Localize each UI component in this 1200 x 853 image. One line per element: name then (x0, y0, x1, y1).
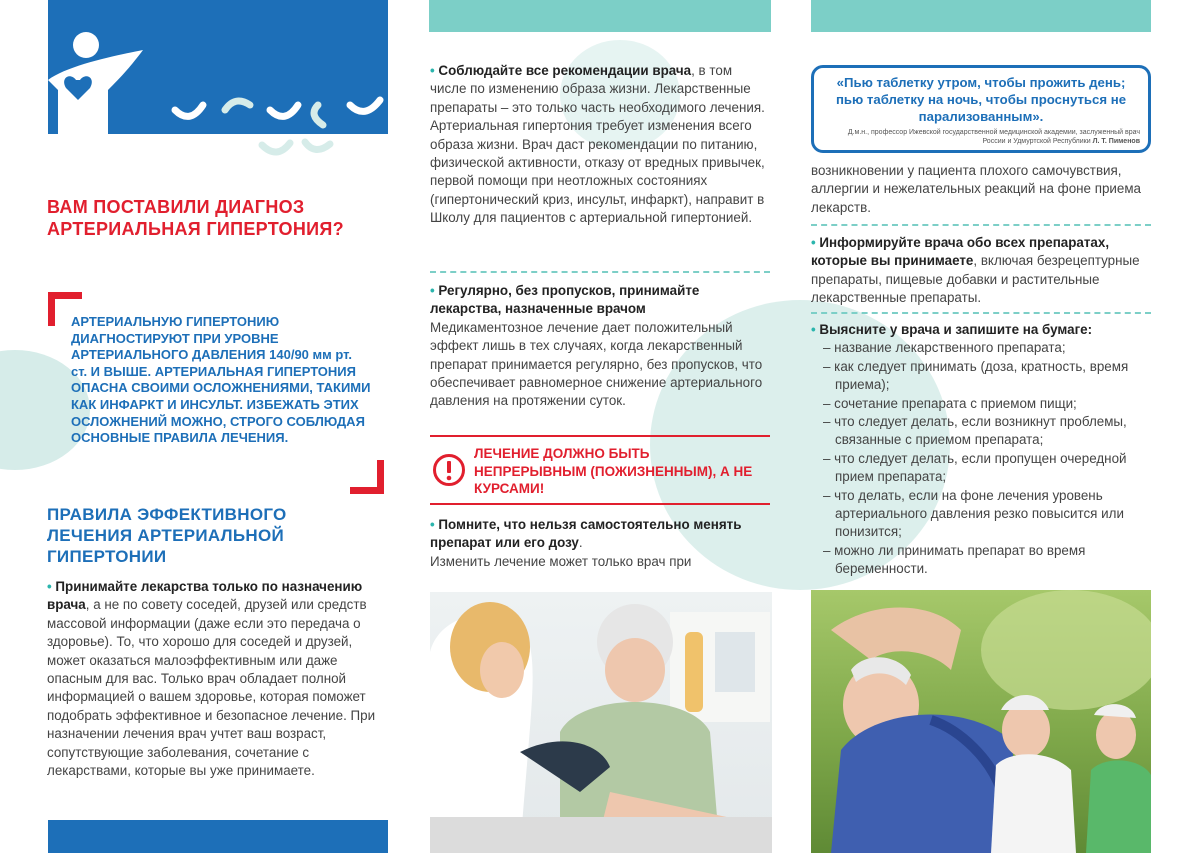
rule-3 (430, 282, 770, 411)
person-heart-logo-icon (48, 20, 148, 134)
list-item: – что следует делать, если пропущен очередной прием препарата; (823, 450, 1127, 485)
continued-text: возникновении у пациента плохого самочувствия, аллергии и нежелательных реакций на фоне приема лекарств. (811, 163, 1141, 215)
divider-1 (430, 271, 770, 273)
quote-box (811, 65, 1151, 153)
rule-6-bold: • Выясните у врача и запишите на бумаге: (811, 322, 1092, 337)
rules-title: ПРАВИЛА ЭФФЕКТИВНОГО ЛЕЧЕНИЯ АРТЕРИАЛЬНОЙ ГИПЕРТОНИИ (47, 505, 287, 566)
rule-1 (47, 578, 387, 780)
quote-text: «Пью таблетку утром, чтобы прожить день; пью таблетку на ночь, чтобы проснуться не парализованным». (835, 75, 1127, 124)
list-item: – название лекарственного препарата; (823, 340, 1066, 356)
rule-3-text: Медикаментозное лечение дает положительный эффект лишь в тех случаях, когда лекарственный препарат принимается регулярно, без пропусков, что обеспечивает равномерное снижение артериального давления на протяжении суток. (430, 319, 763, 409)
bracket-bottom-right (350, 460, 384, 494)
exclamation-icon (432, 453, 466, 487)
list-item: – сочетание препарата с приемом пищи; (823, 395, 1077, 411)
list-item: – как следует принимать (доза, кратность, время приема); (823, 358, 1129, 393)
photo-seniors-exercise-illustration (811, 590, 1151, 853)
footer-bar-left (48, 820, 388, 853)
teal-bar-right (811, 0, 1151, 32)
questions-list (821, 339, 1151, 578)
list-item: – что делать, если на фоне лечения уровень артериального давления резко повысится или понизится; (823, 487, 1124, 540)
rule-5 (811, 234, 1151, 308)
quote-author (844, 128, 1140, 146)
rule-6 (811, 321, 1151, 579)
main-title: ВАМ ПОСТАВИЛИ ДИАГНОЗ АРТЕРИАЛЬНАЯ ГИПЕРТОНИЯ? (47, 197, 344, 239)
warning-box (430, 435, 770, 505)
rule-5-text: , включая безрецептурные препараты, пищевые добавки и растительные лекарственные препараты. (811, 253, 1140, 306)
photo-doctor-patient (430, 592, 772, 853)
rule-3-bold: • Регулярно, без пропусков, принимайте лекарства, назначенные врачом (430, 283, 699, 316)
photo-seniors-exercise (811, 590, 1151, 853)
rule-2-bold: • Соблюдайте все рекомендации врача (430, 63, 691, 78)
divider-3 (811, 312, 1151, 314)
decor-waves-icon (170, 90, 390, 165)
quote-author-name: Л. Т. Пименов (1092, 138, 1140, 145)
rule-1-bold: • Принимайте лекарства только по назначению врача (47, 579, 362, 612)
rule-2-text: , в том числе по изменению образа жизни. Лекарственные препараты – это только часть необходимого лечения. Артериальная гипертония требует изменения всего образа жизни. Врач даст рекомендации по питанию, физической активности, отказу от вредных привычек, первой помощи при неотложных состояниях (гипертонический криз, инсульт, инфаркт), направит в Школу для пациентов с артериальной гипертонией. (430, 63, 765, 226)
quote-author-prefix: Д.м.н., профессор Ижевской государственной медицинской академии, заслуженный врач России и Удмуртской Республики (847, 129, 1140, 145)
divider-2 (811, 224, 1151, 226)
list-item: – что следует делать, если возникнут проблемы, связанные с приемом препарата; (823, 414, 1127, 448)
list-item: – можно ли принимать препарат во время беременности. (823, 542, 1086, 577)
rule-4: • Помните, что нельзя самостоятельно менять препарат или его дозу. Изменить лечение может только врач при (430, 516, 770, 571)
rule-4-text: Изменить лечение может только врач при (430, 553, 692, 569)
rule-4-bold: • Помните, что нельзя самостоятельно менять препарат или его дозу (430, 517, 741, 550)
rule-1-text: , а не по совету соседей, друзей или средств массовой информации (даже если это передача о здоровье). То, что хорошо для соседей и друзей, может оказаться малоэффективным или даже опасным для вас. Только врач обладает полной информацией о вашем здоровье, которая поможет подобрать эффективное и безопасное лечение. При назначении лечения врач учтет ваш возраст, сопутствующие заболевания, сочетание с лекарствами, которые вы уже принимаете. (47, 597, 376, 779)
rule-5-bold: • Информируйте врача обо всех препаратах, которые вы принимаете (811, 235, 1109, 268)
rule-2 (430, 62, 770, 228)
teal-bar-mid (429, 0, 771, 32)
photo-doctor-patient-illustration (430, 592, 772, 853)
warning-text: ЛЕЧЕНИЕ ДОЛЖНО БЫТЬ НЕПРЕРЫВНЫМ (ПОЖИЗНЕННЫМ), А НЕ КУРСАМИ! (474, 446, 753, 497)
diagnosis-callout: АРТЕРИАЛЬНУЮ ГИПЕРТОНИЮ ДИАГНОСТИРУЮТ ПРИ УРОВНЕ АРТЕРИАЛЬНОГО ДАВЛЕНИЯ 140/90 мм рт. ст. И ВЫШЕ. АРТЕРИАЛЬНАЯ ГИПЕРТОНИЯ ОПАСНА СВОИМИ ОСЛОЖНЕНИЯМИ, ТАКИМИ КАК ИНФАРКТ И ИНСУЛЬТ. ИЗБЕЖАТЬ ЭТИХ ОСЛОЖНЕНИЙ МОЖНО, СТРОГО СОБЛЮДАЯ ОСНОВНЫЕ ПРАВИЛА ЛЕЧЕНИЯ. (71, 314, 371, 446)
